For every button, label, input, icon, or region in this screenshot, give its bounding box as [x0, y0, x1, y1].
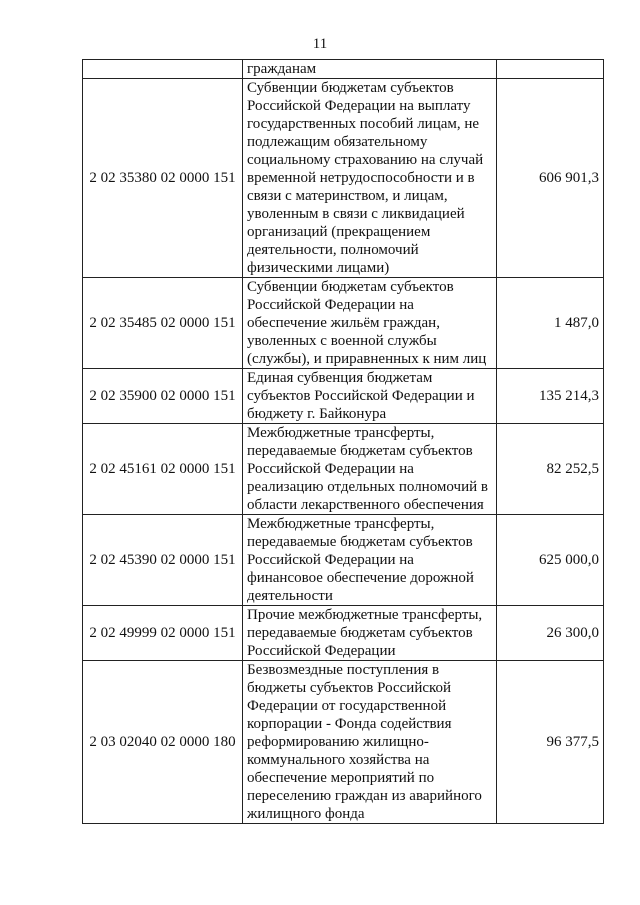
budget-code-cell: 2 02 35380 02 0000 151: [83, 79, 243, 278]
table-row: [83, 278, 604, 369]
page-number: 11: [312, 36, 328, 52]
amount-cell: 135 214,3: [497, 369, 604, 424]
budget-code-cell: 2 03 02040 02 0000 180: [83, 661, 243, 824]
amount-cell: 96 377,5: [497, 661, 604, 824]
revenue-name-cell: Межбюджетные трансферты, передаваемые бюджетам субъектов Российской Федерации на реализацию отдельных полномочий в области лекарственного обеспечения: [243, 424, 497, 515]
budget-code-cell: 2 02 45161 02 0000 151: [83, 424, 243, 515]
revenue-table: [82, 59, 604, 824]
revenue-name-cell: Единая субвенция бюджетам субъектов Российской Федерации и бюджету г. Байконура: [243, 369, 497, 424]
amount-cell: 606 901,3: [497, 79, 604, 278]
revenue-name-cell: гражданам: [243, 60, 497, 79]
revenue-name-cell: Межбюджетные трансферты, передаваемые бюджетам субъектов Российской Федерации на финансовое обеспечение дорожной деятельности: [243, 515, 497, 606]
table-row: [83, 661, 604, 824]
revenue-name-cell: Субвенции бюджетам субъектов Российской Федерации на обеспечение жильём граждан, уволенных с военной службы (службы), и приравненных к ним лиц: [243, 278, 497, 369]
budget-code-cell: 2 02 45390 02 0000 151: [83, 515, 243, 606]
budget-code-cell: 2 02 49999 02 0000 151: [83, 606, 243, 661]
amount-cell: 26 300,0: [497, 606, 604, 661]
table-row: [83, 606, 604, 661]
table-row: [83, 424, 604, 515]
table-row: [83, 369, 604, 424]
amount-cell: 82 252,5: [497, 424, 604, 515]
amount-cell: [497, 60, 604, 79]
amount-cell: 625 000,0: [497, 515, 604, 606]
budget-code-cell: 2 02 35900 02 0000 151: [83, 369, 243, 424]
revenue-name-cell: Безвозмездные поступления в бюджеты субъектов Российской Федерации от государственной корпорации - Фонда содействия реформированию жилищно-коммунального хозяйства на обеспечение мероприятий по переселению граждан из аварийного жилищного фонда: [243, 661, 497, 824]
budget-code-cell: 2 02 35485 02 0000 151: [83, 278, 243, 369]
table-row: [83, 515, 604, 606]
table-row: [83, 79, 604, 278]
revenue-name-cell: Прочие межбюджетные трансферты, передаваемые бюджетам субъектов Российской Федерации: [243, 606, 497, 661]
table-row: [83, 60, 604, 79]
amount-cell: 1 487,0: [497, 278, 604, 369]
revenue-name-cell: Субвенции бюджетам субъектов Российской Федерации на выплату государственных пособий лицам, не подлежащим обязательному социальному страхованию на случай временной нетрудоспособности и в связи с материнством, и лицам, уволенным в связи с ликвидацией организаций (прекращением деятельности, полномочий физическими лицами): [243, 79, 497, 278]
budget-code-cell: [83, 60, 243, 79]
